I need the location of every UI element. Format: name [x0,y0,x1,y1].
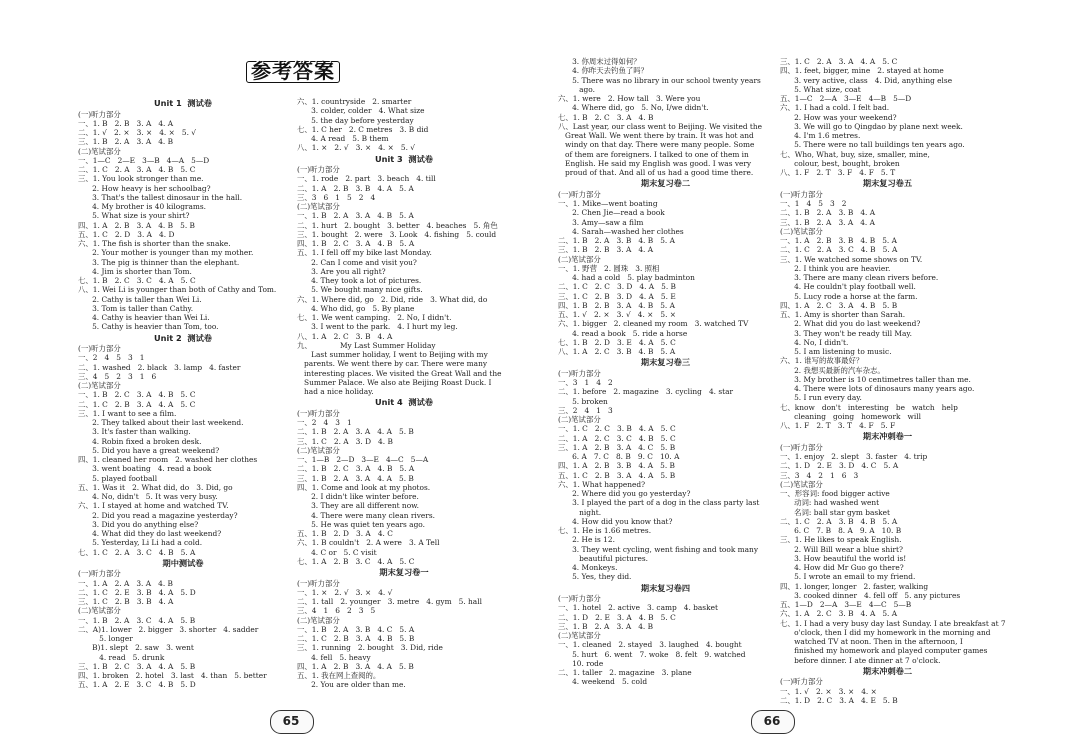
answer-line: 五、1. A 2. E 3. C 4. B 5. D [78,680,196,690]
answer-line: 三、3 6 1 5 2 4 [297,192,376,202]
answer-line: 5. I run every day. [780,393,862,403]
answer-line: 八、1. F 2. T 3. T 4. F 5. F [780,421,896,430]
answer-line: 4. There were lots of dinosaurs many years ago. [780,384,975,393]
answer-line: 三、3 4 2 1 6 3 [780,470,859,480]
answer-line: 三、1. B 2. C 3. A 4. A 5. B [78,661,196,671]
answer-line: 3. There are many clean rivers before. [780,273,939,282]
answer-line: 4. They took a lot of pictures. [297,276,422,285]
answer-line: 4. weekend 5. cold [558,677,648,687]
answer-line: 八、1. Wei Li is younger than both of Cathy and Tom. [78,285,277,295]
answer-line: (一)听力部分 [78,344,121,353]
answer-line: 3. I went to the park. 4. I hurt my leg. [297,322,458,332]
answer-line: 六、1. What happened? [558,479,646,489]
answer-line: 七、1. C her 2. C metres 3. B did [297,124,429,134]
answer-line: 七、know don't interesting be watch help [780,402,958,412]
answer-line: 3. They won't be ready till May. [780,328,912,338]
answer-line: 一、1. B 2. A 3. C 4. A 5. B [78,615,196,625]
answer-line: 一、2 4 5 3 1 [78,353,145,363]
section-heading: Unit 2 测试卷 [153,332,212,343]
answer-line: 2. Cathy is taller than Wei Li. [78,294,202,304]
answer-line: 4. 你昨天去钓鱼了吗？ [558,66,649,76]
answer-line: 4. Jim is shorter than Tom. [78,266,192,276]
answer-line: 二、1. C 2. B 3. A 4. B 5. B [297,634,415,643]
answer-line: B)1. slept 2. saw 3. went [78,643,194,653]
answer-column-3 [558,57,773,687]
answer-line: 三、1. A 2. B 3. A 4. C 5. B [558,442,676,452]
answer-column-4 [780,57,1006,705]
answer-line: 五、1. Was it 2. What did, do 3. Did, go [78,482,233,492]
answer-line: 2. Chen Jie—read a book [558,208,665,218]
answer-line: 4. fell 5. heavy [297,652,371,662]
answer-line: 一、1—C 2—E 3—B 4—A 5—D [78,155,210,165]
answer-line: 二、1. washed 2. black 3. lamp 4. faster [78,362,241,372]
answer-line: 一、1. enjoy 2. slept 3. faster 4. trip [780,452,928,461]
answer-line: ago. [558,84,595,94]
answer-line: 5. the day before yesterday [297,115,414,125]
answer-line: 3. I played the part of a dog in the class party last [558,498,760,508]
answer-line: 3. That's the tallest dinosaur in the hall. [78,192,243,202]
answer-line: 3. Amy—saw a film [558,217,644,227]
answer-line: 4. No, I didn't. [780,337,849,347]
answer-line: 5. Yesterday, Li Li had a cold. [78,538,203,548]
answer-line: 名词: ball star gym basket [780,507,890,517]
answer-line: 一、1. A 2. B 3. B 4. B 5. A [780,236,897,245]
answer-line: 三、1. You look stronger than me. [78,174,204,184]
answer-line: 5. What size, coat [780,84,861,94]
answer-line: 3. It's faster than walking. [78,427,191,437]
answer-line: 5. longer [78,634,133,643]
answer-line: 二、1. before 2. magazine 3. cycling 4. star [558,387,734,397]
answer-line: 四、1. A 2. B 3. B 4. A 5. B [558,461,675,471]
answer-line: 5. There were no tall buildings ten years ago. [780,140,965,150]
answer-line: 四、1. longer, longer 2. faster, walking [780,581,929,591]
answer-line: 二、1. D 2. E 3. D 4. C 5. A [780,461,899,471]
section-heading: Unit 4 测试卷 [374,397,433,408]
answer-line: 一、1. hotel 2. active 3. camp 4. basket [558,603,718,613]
answer-line: 5. We bought many nice gifts. [297,285,423,295]
answer-line: 4. Where did, go 5. No, I/we didn't. [558,103,709,113]
answer-line: 二、1. B 2. C 3. A 4. B 5. A [297,464,415,474]
answer-line: 二、A)1. lower 2. bigger 3. shorter 4. sadder [78,624,259,634]
answer-line: 5. What size is your shirt? [78,211,190,221]
answer-line: 二、1. C 2. A 3. A 4. B 5. C [78,165,196,174]
answer-line: Last summer holiday, I went to Beijing with my [297,350,488,359]
answer-line: 一、1. Mike—went boating [558,199,658,208]
answer-line: 一、3 1 4 2 [558,378,613,387]
answer-line: 一、1. B 2. A 3. A 4. B 5. A [297,211,414,221]
answer-line: 一、形容词: food bigger active [780,489,890,498]
answer-line: 七、1. B 2. D 3. E 4. A 5. C [558,337,676,347]
answer-line: 4. My brother is 40 kilograms. [78,202,207,211]
answer-line: 二、1. B 2. A 3. A 4. A 5. B [297,427,414,437]
answer-line: 三、1. bought 2. were 3. Look 4. fishing 5. could [297,229,497,239]
answer-line: 一、2 4 3 1 [297,418,352,427]
answer-line: interesting places. We visited the Great Wall and the [297,368,502,378]
answer-line: 五、1. C 2. B 3. A 4. A 5. B [558,470,676,480]
answer-line: 八、1. A 2. C 3. B 4. A [297,331,393,341]
answer-line: Summer Palace. We also ate Beijing Roast Duck. I [297,377,492,387]
answer-line: 2. Will Bill wear a blue shirt? [780,544,903,554]
answer-line: (二)笔试部分 [297,202,340,211]
answer-line: 七、1. C 2. A 3. C 4. B 5. A [78,547,196,557]
answer-line: colour, best, bought, broken [780,158,900,168]
answer-line: 一、1. A 2. A 3. A 4. B [78,578,173,588]
answer-line: 四、1. A 2. B 3. A 4. B 5. B [78,220,195,230]
answer-line: 3. colder, colder 4. What size [297,106,425,116]
answer-line: 5. I am listening to music. [780,347,892,356]
answer-line: 4. C or 5. C visit [297,547,377,557]
answer-line: 3. 你周末过得如何？ [558,57,641,66]
answer-line: (二)笔试部分 [558,254,601,264]
answer-line: 4. No, didn't 5. It was very busy. [78,492,218,501]
answer-line: 七、Who, What, buy, size, smaller, mine, [780,149,930,159]
answer-line: 五、1. C 2. D 3. A 4. D [78,229,175,239]
section-heading: 期末复习卷一 [379,567,429,577]
answer-line: 2. He is 12. [558,535,615,545]
answer-line: 七、1. B 2. C 3. C 4. A 5. C [78,276,196,285]
answer-line: 4. read a book 5. ride a horse [558,328,688,338]
answer-line: 4. I'm 1.6 metres. [780,131,861,140]
answer-line: 3. We will go to Qingdao by plane next week. [780,121,963,131]
answer-line: had a nice holiday. [297,387,374,396]
answer-line: 5. broken [558,396,608,406]
answer-line: 一、1. cleaned 2. stayed 3. laughed 4. bought [558,640,742,650]
answer-line: 4. How did Mr Guo go there? [780,563,904,572]
answer-line: 七、1. He is 1.66 metres. [558,526,652,535]
answer-line: 2. How was your weekend? [780,112,897,122]
answer-line: 二、1. taller 2. magazine 3. plane [558,668,692,677]
answer-line: 一、1. C 2. C 3. B 4. A 5. C [558,424,676,434]
answer-line: 一、1. rode 2. part 3. beach 4. till [297,174,436,184]
answer-line: 2. Where did you go yesterday? [558,489,691,498]
answer-line: 八、1. × 2. √ 3. × 4. × 5. √ [297,143,415,153]
answer-line: 三、4 5 2 3 1 6 [78,371,157,381]
section-heading: 期末复习卷三 [640,357,691,368]
answer-line: 3. They are all different now. [297,501,419,511]
answer-line: 一、1. B 2. B 3. A 4. A [78,118,174,128]
answer-line: 4. read 5. drunk [78,652,165,662]
answer-line: 四、1. A 2. B 3. A 4. A 5. B [297,661,414,671]
answer-line: (二)笔试部分 [78,606,121,616]
answer-line: 二、1. C 2. B 3. A 4. A 5. C [78,399,196,409]
section-heading: 期末冲刺卷二 [862,665,913,676]
answer-line: 3. cooked dinner 4. fell off 5. any pictures [780,590,961,600]
answer-line: 三、2 4 1 3 [558,405,613,415]
answer-line: (一)听力部分 [297,408,340,418]
section-heading: 期中测试卷 [162,557,204,568]
answer-line: 6. C 7. B 8. A 9. A 10. B [780,526,902,535]
answer-line: 五、1—C 2—A 3—E 4—B 5—D [780,94,912,103]
answer-line: 七、1. We went camping. 2. No, I didn't. [297,313,452,322]
answer-line: 六、1. countryside 2. smarter [297,97,412,106]
answer-line: 三、1. B 2. A 3. A 4. A [780,217,875,227]
answer-line: 六、1. The fish is shorter than the snake. [78,239,231,248]
answer-column-2 [297,97,511,690]
answer-line: 5. He was quiet ten years ago. [297,519,425,529]
answer-line: (一)听力部分 [780,442,823,452]
answer-line: 5. played football [78,473,158,483]
answer-line: (一)听力部分 [297,165,340,174]
answer-line: 七、1. A 2. B 3. C 4. A 5. C [297,556,415,566]
answer-line: 4. Cathy is heavier than Wei Li. [78,313,210,322]
section-heading: 期末复习卷四 [640,582,691,593]
answer-line: before dinner. I ate dinner at 7 o'clock. [780,655,941,665]
answer-line: 4. had a cold 5. play badminton [558,273,695,282]
answer-line: 3. The pig is thinner than the elephant. [78,257,240,267]
section-heading: 期末复习卷二 [640,178,691,189]
answer-line: 二、1. A 2. C 3. C 4. B 5. C [558,433,676,443]
answer-line: 4. Robin fixed a broken desk. [78,436,202,446]
answer-line: 3. went boating 4. read a book [78,464,212,474]
answer-line: o'clock, then I did my homework in the morning and [780,627,991,637]
answer-line: (二)笔试部分 [780,226,823,236]
answer-line: Great Wall. We went there by train. It was hot and [558,131,754,140]
answer-line: 二、1. C 2. E 3. B 4. A 5. D [78,587,196,597]
answer-line: (二)笔试部分 [558,415,601,424]
answer-line: 3. How beautiful the world is! [780,553,907,563]
answer-line: 四、1. Come and look at my photos. [297,482,431,492]
answer-line: 五、1. I fell off my bike last Monday. [297,248,432,258]
answer-line: 八、Last year, our class went to Beijing. We visited the [558,121,763,131]
answer-line: 六、1. Where did, go 2. Did, ride 3. What did, do [297,294,488,304]
answer-line: 四、1. B 2. C 3. A 4. B 5. A [297,239,415,248]
answer-line: 四、1. broken 2. hotel 3. last 4. than 5. better [78,671,267,680]
answer-line: 2. 我想买最新的汽车杂志。 [780,365,885,375]
answer-line: 六、1. 谁写的故事最好？ [780,356,864,366]
answer-line: 2. I didn't like winter before. [297,492,419,501]
answer-line: (二)笔试部分 [78,146,121,156]
answer-line: 3. Did you do anything else? [78,519,199,529]
answer-line: 二、1. D 2. E 3. A 4. B 5. C [558,612,676,622]
answer-line: 三、1. We watched some shows on TV. [780,254,923,264]
answer-line: (二)笔试部分 [558,631,601,640]
answer-line: 六、1. A 2. C 3. B 4. A 5. A [780,609,898,619]
answer-line: 二、1. A 2. B 3. B 4. A 5. A [297,183,414,193]
answer-line: 三、1. B 2. A 3. A 4. B [558,621,654,631]
answer-line: beautiful pictures. [558,553,648,563]
answer-line: (二)笔试部分 [297,615,340,625]
answer-line: 5. I wrote an email to my friend. [780,572,916,582]
answer-line: 二、1. √ 2. × 3. × 4. × 5. √ [78,128,196,137]
answer-line: 3. My brother is 10 centimetres taller than me. [780,374,971,384]
answer-line: 10. rode [558,658,604,668]
answer-line: 4. How did you know that? [558,516,673,526]
answer-line: 三、1. B 2. B 3. A 4. A [558,245,654,255]
answer-line: 2. They talked about their last weekend. [78,418,244,427]
answer-line: 七、1. B 2. C 3. A 4. B [558,112,654,122]
answer-line: parents. We went there by car. There were many [297,359,488,369]
answer-line: 九、 My Last Summer Holiday [297,340,436,350]
answer-line: 3. Are you all right? [297,266,386,276]
answer-line: 二、1. C 2. A 3. B 4. B 5. A [780,516,898,526]
answer-line: 一、1. √ 2. × 3. × 4. × [780,686,877,696]
answer-line: 5. Cathy is heavier than Tom, too. [78,322,219,332]
section-heading: 期末冲刺卷一 [862,431,913,442]
answer-line: 4. Sarah—washed her clothes [558,226,684,236]
answer-line: (一)听力部分 [78,109,121,119]
answer-line: windy on that day. There were many people. Some [558,140,755,150]
answer-line: 三、4 1 6 2 3 5 [297,606,376,616]
answer-line: 三、1. C 2. A 3. D 4. B [297,436,393,446]
answer-line: (二)笔试部分 [297,445,340,455]
answer-line: 五、1—D 2—A 3—E 4—C 5—B [780,600,912,609]
answer-line: 三、1. C 2. B 3. D 4. A 5. E [558,291,676,301]
answer-line: 三、1. running 2. bought 3. Did, ride [297,643,443,653]
answer-line: 三、1. C 2. B 3. B 4. A [78,597,174,606]
answer-line: 5. Yes, they did. [558,572,632,582]
answer-line: 二、1. D 2. C 3. A 4. E 5. B [780,695,898,705]
answer-line: 5. There was no library in our school twenty years [558,75,761,85]
answer-line: 三、1. B 2. A 3. A 4. B [78,137,174,147]
answer-line: 动词: had washed went [780,498,880,508]
answer-line: 4. There were many clean rivers. [297,510,435,520]
answer-line: 一、1—B 2—D 3—E 4—C 5—A [297,455,429,464]
answer-line: 3. very active, class 4. Did, anything else [780,75,953,85]
page-number-left: 65 [276,706,306,736]
answer-line: 6. A 7. C 8. B 9. C 10. A [558,452,680,461]
answer-line: 八、1. F 2. T 3. F 4. F 5. T [780,168,896,177]
answer-line: 2. I think you are heavier. [780,263,891,273]
answer-line: 二、1. C 2. C 3. D 4. A 5. B [558,282,676,292]
answer-line: of them are foreigners. I talked to one of them in [558,149,749,159]
answer-line: 4. He couldn't play football well. [780,282,916,292]
answer-line: (一)听力部分 [558,189,601,199]
answer-line: 一、1. 野营 2. 圆珠 3. 照相 [558,263,660,273]
answer-line: 4. Monkeys. [558,563,618,572]
answer-line: (一)听力部分 [558,594,601,603]
answer-line: 4. A read 5. B them [297,134,389,143]
answer-line: 四、1. cleaned her room 2. washed her clothes [78,455,258,464]
answer-line: English. He said my English was good. I was very [558,158,752,168]
answer-line: 2. Did you read a magazine yesterday? [78,510,238,520]
answer-line: 5. Lucy rode a horse at the farm. [780,291,918,301]
answer-line: 2. Your mother is younger than my mother. [78,248,254,258]
answer-line: 3. They went cycling, went fishing and took many [558,544,758,554]
answer-line: 四、1. A 2. C 3. A 4. B 5. B [780,300,898,310]
answer-line: (一)听力部分 [297,578,340,588]
answer-line: 一、1. B 2. C 3. A 4. B 5. C [78,390,196,400]
answer-line: 五、1. √ 2. × 3. √ 4. × 5. × [558,310,676,319]
answer-line: (二)笔试部分 [78,381,121,390]
answer-column-1 [78,97,288,690]
answer-line: 四、1. B 2. B 3. A 4. B 5. A [558,300,675,310]
answer-line: (一)听力部分 [558,368,601,378]
answer-line: 二、1. B 2. A 3. B 4. A [780,208,876,218]
answer-line: (一)听力部分 [780,189,823,199]
answer-line: 一、1 4 5 3 2 [780,199,847,208]
answer-line: 七、1. I had a very busy day last Sunday. I ate breakfast at 7 [780,618,1006,628]
answer-line: cleaning going homework will [780,411,921,421]
answer-line: 二、1. tall 2. younger 3. metre 4. gym 5. hall [297,597,482,606]
answer-line: 2. How heavy is her schoolbag? [78,183,211,193]
answer-line: 一、1. × 2. √ 3. × 4. √ [297,587,393,597]
answer-line: 五、1. Amy is shorter than Sarah. [780,310,906,319]
page-number-right: 66 [757,706,787,736]
answer-line: (二)笔试部分 [780,479,823,489]
page-title: 参考答案 [248,57,338,85]
answer-line: (一)听力部分 [780,677,823,687]
answer-line: 二、1. B 2. A 3. B 4. B 5. A [558,236,675,245]
answer-line: 2. You are older than me. [297,680,406,690]
answer-line: 四、1. feet, bigger, mine 2. stayed at home [780,66,944,76]
answer-line: 4. What did they do last weekend? [78,529,222,538]
answer-line: 六、1. I stayed at home and watched TV. [78,501,229,511]
answer-line: 三、1. B 2. A 3. A 4. A 5. B [297,473,414,483]
answer-line: 三、1. C 2. A 3. A 4. A 5. C [780,57,898,66]
answer-line: 三、1. He likes to speak English. [780,535,902,545]
answer-line: 五、1. B 2. D 3. A 4. C [297,529,393,538]
answer-line: 2. Can I come and visit you? [297,257,417,267]
answer-line: 六、1. B couldn't 2. A were 3. A Tell [297,538,440,548]
answer-line: 2. What did you do last weekend? [780,319,921,329]
section-heading: 期末复习卷五 [862,178,913,189]
answer-line: 5. hurt 6. went 7. woke 8. felt 9. watched [558,649,746,659]
answer-line: 一、1. B 2. A 3. B 4. C 5. A [297,624,415,634]
answer-line: watched TV at noon. Then in the afternoon, I [780,637,963,646]
answer-line: 六、1. were 2. How tall 3. Were you [558,94,701,103]
section-heading: Unit 3 测试卷 [374,153,433,164]
answer-line: 5. Did you have a great weekend? [78,445,220,455]
answer-line: 八、1. A 2. C 3. B 4. B 5. A [558,347,676,356]
answer-line: night. [558,507,602,517]
answer-line: 二、1. C 2. A 3. C 4. B 5. A [780,245,898,255]
section-heading: Unit 1 测试卷 [153,98,212,108]
answer-line: finished my homework and played computer games [780,646,988,656]
answer-line: proud of that. And all of us had a good time there. [558,168,754,177]
answer-line: 4. Who did, go 5. By plane [297,303,415,313]
answer-line: 二、1. hurt 2. bought 3. better 4. beaches 5. 角色 [297,220,498,230]
answer-line: 五、1. 我在网上查阅的。 [297,671,381,680]
answer-line: 六、1. I had a cold. I felt bad. [780,103,890,113]
answer-line: 3. Tom is taller than Cathy. [78,303,194,313]
answer-line: (一)听力部分 [78,569,121,579]
answer-line: 六、1. bigger 2. cleaned my room 3. watched TV [558,319,749,329]
answer-line: 三、1. I want to see a film. [78,408,177,418]
